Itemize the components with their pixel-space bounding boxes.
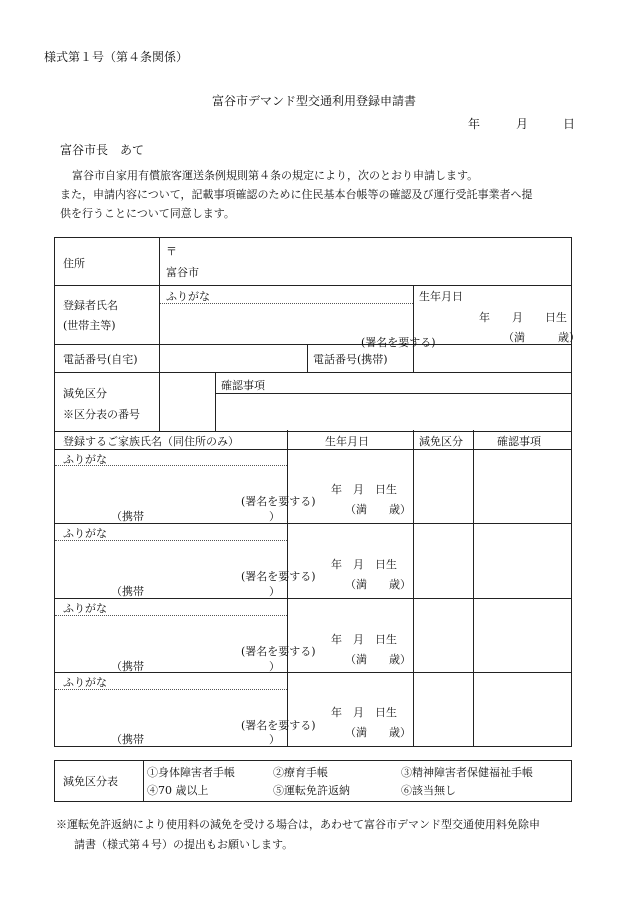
family-birth-ymd[interactable]: 年 月 日生 [331,558,397,571]
postal-mark: 〒 [166,245,177,258]
footer-note-line-1: ※運転免許返納により使用料の減免を受ける場合は，あわせて富谷市デマンド型交通使用料免除申 [56,818,540,831]
applicant-name-field[interactable] [163,306,409,332]
exemption-table-label: 減免区分表 [63,775,118,788]
exemption-item-3: ③精神障害者保健福祉手帳 [401,766,533,779]
family-mobile-open: （携帯 [111,660,144,673]
footer-note-line-2: 請書（様式第４号）の提出もお願いします。 [74,838,294,851]
family-name-field[interactable] [59,619,283,643]
family-signature-note: (署名を要する) [241,570,316,583]
family-name-field[interactable] [59,693,283,717]
family-row [55,449,571,523]
form-number: 様式第１号（第４条関係） [44,50,189,64]
family-age: （満 歳） [345,578,411,591]
family-table [54,430,572,747]
exemption-item-6: ⑥該当無し [401,784,456,797]
family-header-name: 登録するご家族氏名（同住所のみ） [63,435,239,448]
family-signature-note: (署名を要する) [241,645,316,658]
address-city: 富谷市 [166,266,199,279]
family-header-birth: 生年月日 [325,435,369,448]
exemption-classification-table [54,760,572,802]
name-label: 登録者氏名 [63,299,118,312]
family-mobile-close: ） [269,733,280,746]
applicant-table [54,237,580,432]
exemption-sub-label: ※区分表の番号 [63,408,140,421]
family-age: （満 歳） [345,653,411,666]
exemption-number-field[interactable] [163,376,211,426]
family-name-field[interactable] [59,544,283,568]
family-mobile-close: ） [269,510,280,523]
family-furigana-label: ふりがな [63,453,107,466]
family-birth-ymd[interactable]: 年 月 日生 [331,706,397,719]
family-mobile-open: （携帯 [111,510,144,523]
phone-home-field[interactable] [163,348,303,368]
family-mobile-open: （携帯 [111,733,144,746]
intro-line-2: また，申請内容について，記載事項確認のために住民基本台帳等の確認及び運行受託事業者へ提 [60,188,533,201]
address-label: 住所 [63,257,85,270]
date-month: 月 [516,117,529,131]
family-row [55,598,571,672]
applicant-furigana-label: ふりがな [166,290,210,303]
family-birth-ymd[interactable]: 年 月 日生 [331,633,397,646]
family-birth-ymd[interactable]: 年 月 日生 [331,483,397,496]
phone-mobile-field[interactable] [417,348,567,368]
family-signature-note: (署名を要する) [241,495,316,508]
family-age: （満 歳） [345,726,411,739]
phone-mobile-label: 電話番号(携帯) [313,353,388,366]
family-signature-note: (署名を要する) [241,719,316,732]
applicant-birth-ymd[interactable]: 年 月 日生 [479,311,567,324]
applicant-confirm-label: 確認事項 [221,379,265,392]
applicant-age: （満 歳） [503,331,580,344]
exemption-label: 減免区分 [63,387,107,400]
name-label-sub: (世帯主等) [63,319,116,332]
exemption-item-1: ①身体障害者手帳 [147,766,235,779]
address-field[interactable] [215,262,565,282]
applicant-signature-note: (署名を要する) [361,336,436,349]
intro-line-3: 供を行うことについて同意します。 [60,207,235,220]
family-row [55,523,571,597]
family-furigana-label: ふりがな [63,602,107,615]
phone-home-label: 電話番号(自宅) [63,353,138,366]
exemption-item-5: ⑤運転免許返納 [273,784,350,797]
intro-line-1: 富谷市自家用有償旅客運送条例規則第４条の規定により，次のとおり申請します。 [72,169,479,182]
applicant-furigana-field[interactable] [215,287,409,302]
family-mobile-close: ） [269,585,280,598]
applicant-birth-label: 生年月日 [419,290,463,303]
family-furigana-label: ふりがな [63,527,107,540]
family-age: （満 歳） [345,503,411,516]
family-name-field[interactable] [59,469,283,493]
date-day: 日 [563,117,576,131]
family-furigana-label: ふりがな [63,676,107,689]
form-title: 富谷市デマンド型交通利用登録申請書 [212,94,417,108]
exemption-item-2: ②療育手帳 [273,766,328,779]
family-header-confirm: 確認事項 [497,435,541,448]
exemption-item-4: ④70 歳以上 [147,784,209,797]
family-header-exemption: 減免区分 [419,435,463,448]
family-mobile-open: （携帯 [111,585,144,598]
date-year: 年 [468,117,481,131]
family-mobile-close: ） [269,660,280,673]
family-row [55,672,571,746]
addressee: 富谷市長 あて [60,143,145,157]
